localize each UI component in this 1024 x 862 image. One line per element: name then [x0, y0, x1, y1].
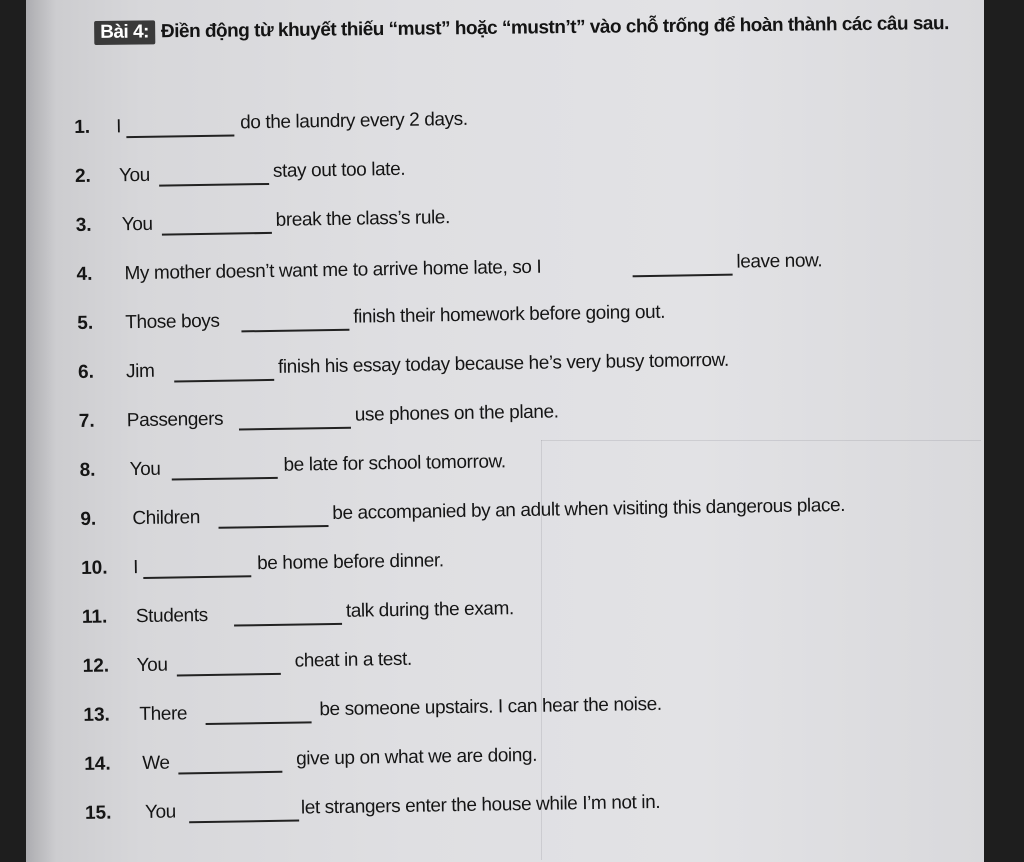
item-number: 7. [78, 410, 95, 432]
item-number: 15. [84, 802, 112, 824]
item-number: 8. [79, 459, 96, 481]
item-rest: finish their homework before going out. [353, 301, 666, 328]
item-number: 5. [77, 312, 94, 334]
item-subject: We [142, 752, 170, 775]
item-subject: You [129, 458, 161, 481]
item-number: 1. [74, 116, 91, 138]
answer-blank[interactable] [633, 274, 733, 278]
item-rest: cheat in a test. [294, 648, 412, 672]
item-rest: talk during the exam. [345, 598, 514, 622]
answer-blank[interactable] [189, 820, 299, 824]
exercise-label-badge: Bài 4: [94, 20, 155, 45]
item-rest: break the class’s rule. [275, 207, 451, 231]
item-subject: You [121, 213, 153, 236]
exercise-heading [94, 5, 974, 52]
item-rest: stay out too late. [272, 158, 406, 182]
item-rest: use phones on the plane. [354, 401, 559, 426]
item-rest: be home before dinner. [256, 550, 444, 575]
answer-blank[interactable] [206, 721, 312, 725]
answer-blank[interactable] [174, 379, 274, 383]
answer-blank[interactable] [177, 673, 281, 677]
answer-blank[interactable] [159, 183, 269, 187]
item-number: 4. [76, 263, 93, 285]
answer-blank[interactable] [172, 477, 278, 481]
answer-blank[interactable] [219, 525, 329, 529]
item-subject: Students [135, 604, 208, 628]
item-subject: Passengers [126, 408, 224, 432]
exercise-instruction: Điền động từ khuyết thiếu “must” hoặc “mustn’t” vào chỗ trống để hoàn thành các câu sau. [160, 13, 949, 43]
item-number: 2. [74, 165, 92, 187]
item-number: 10. [80, 557, 108, 579]
item-subject: Jim [125, 360, 155, 383]
answer-blank[interactable] [126, 134, 234, 138]
item-rest: leave now. [736, 250, 823, 273]
answer-blank[interactable] [162, 232, 272, 236]
exercise-list [74, 99, 984, 848]
item-number: 14. [84, 753, 111, 775]
item-number: 13. [83, 704, 111, 726]
item-rest: finish his essay today because he’s very busy tomorrow. [277, 349, 729, 378]
item-number: 9. [80, 508, 97, 530]
item-rest: give up on what we are doing. [296, 744, 538, 770]
item-number: 6. [77, 361, 95, 383]
item-rest: do the laundry every 2 days. [240, 108, 468, 134]
item-subject: I [132, 557, 139, 579]
item-subject: You [136, 654, 168, 677]
item-subject: Those boys [125, 310, 220, 334]
worksheet-page [26, 0, 984, 862]
page-shadow [26, 0, 56, 862]
item-subject: You [118, 164, 151, 187]
item-rest: let strangers enter the house while I’m not in. [300, 791, 661, 819]
item-subject: Children [132, 507, 201, 530]
answer-blank[interactable] [234, 623, 342, 627]
item-rest: be accompanied by an adult when visiting this dangerous place. [332, 494, 846, 524]
item-subject: You [144, 801, 177, 823]
item-subject: There [139, 703, 188, 726]
answer-blank[interactable] [143, 575, 251, 579]
item-rest: be someone upstairs. I can hear the noise. [319, 693, 662, 721]
item-number: 11. [81, 606, 108, 628]
answer-blank[interactable] [241, 329, 349, 333]
item-number: 3. [75, 214, 92, 236]
item-rest: be late for school tomorrow. [283, 451, 506, 476]
answer-blank[interactable] [239, 427, 351, 431]
item-subject: I [116, 116, 122, 138]
item-subject: My mother doesn’t want me to arrive home late, so I [124, 256, 542, 285]
item-number: 12. [82, 655, 110, 677]
answer-blank[interactable] [178, 771, 282, 775]
